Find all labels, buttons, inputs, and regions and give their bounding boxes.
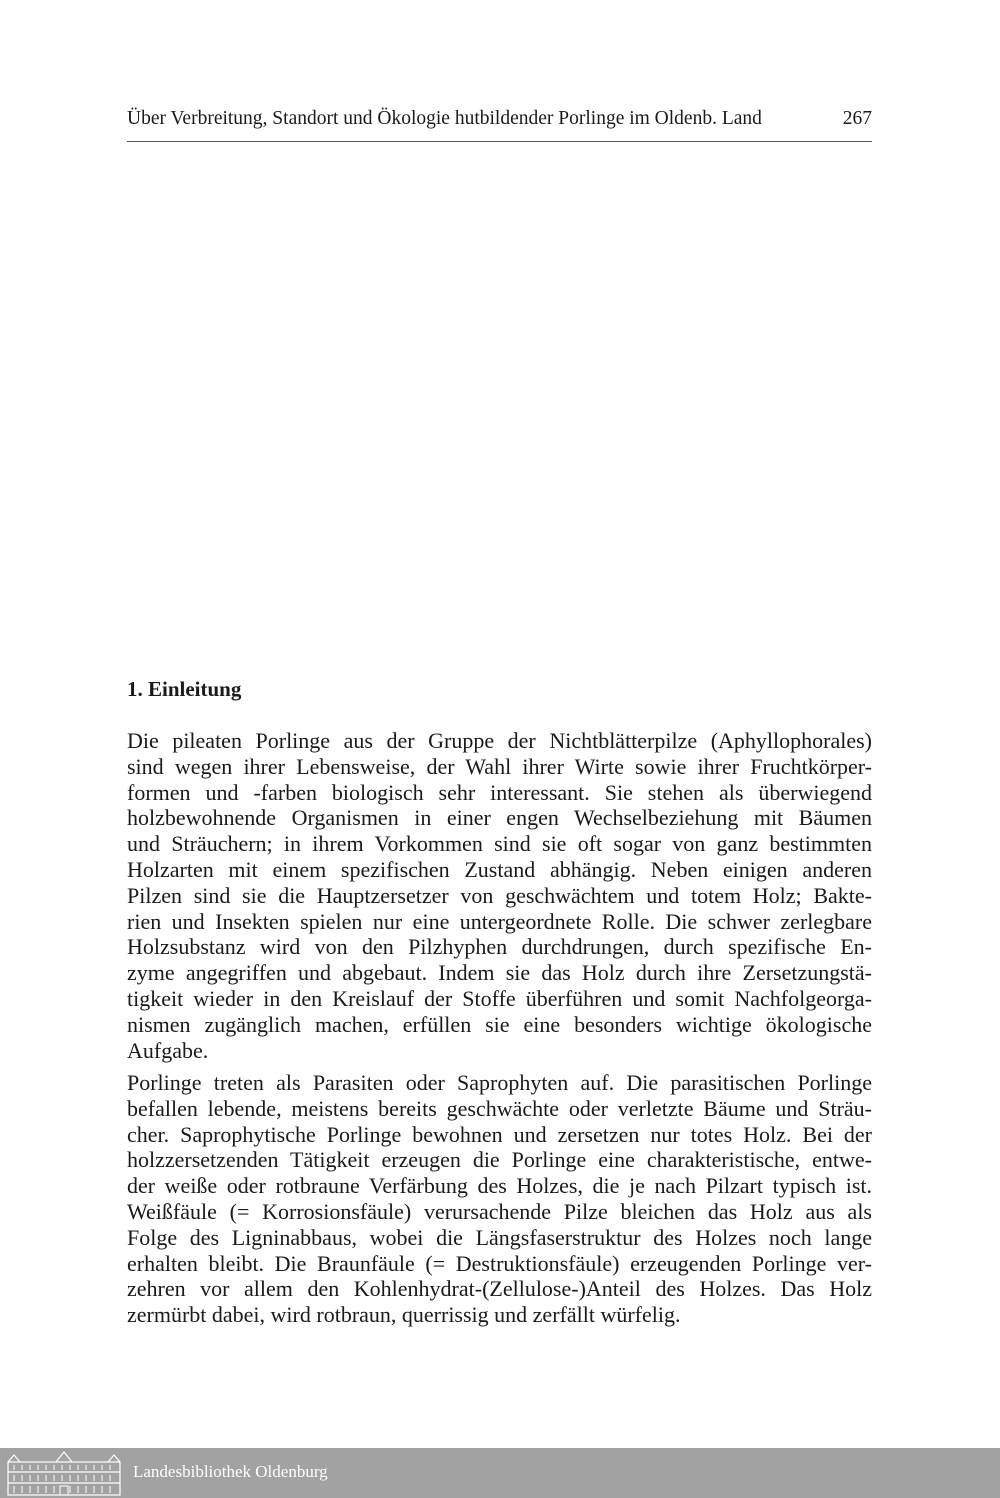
text-line: tigkeit wieder in den Kreislauf der Stoffe überführen und somit Nachfolgeorga- (127, 985, 872, 1011)
text-line: und Sträuchern; in ihrem Vorkommen sind sie oft sogar von ganz bestimmten (127, 831, 872, 857)
text-line: rien und Insekten spielen nur eine untergeordnete Rolle. Die schwer zerlegbare (127, 908, 872, 934)
header-rule (127, 141, 872, 142)
text-line: Porlinge treten als Parasiten oder Saprophyten auf. Die parasitischen Porlinge (127, 1070, 872, 1095)
text-line: cher. Saprophytische Porlinge bewohnen und zersetzen nur totes Holz. Bei der (127, 1121, 872, 1147)
library-building-icon (6, 1450, 122, 1496)
text-line: Holzsubstanz wird von den Pilzhyphen durchdrungen, durch spezifische En- (127, 934, 872, 960)
text-line: Holzarten mit einem spezifischen Zustand abhängig. Neben einigen anderen (127, 856, 872, 882)
running-title: Über Verbreitung, Standort und Ökologie hutbildender Porlinge im Oldenb. Land (127, 108, 762, 129)
text-line: Weißfäule (= Korrosionsfäule) verursachende Pilze bleichen das Holz aus als (127, 1198, 872, 1224)
text-line: Pilzen sind sie die Hauptzersetzer von geschwächtem und totem Holz; Bakte- (127, 882, 872, 908)
paragraph-1 (127, 728, 872, 1063)
running-header (127, 108, 872, 130)
text-line: nismen zugänglich machen, erfüllen sie eine besonders wichtige ökologische (127, 1011, 872, 1037)
text-line: sind wegen ihrer Lebensweise, der Wahl ihrer Wirte sowie ihrer Fruchtkörper- (127, 753, 872, 779)
library-name: Landesbibliothek Oldenburg (133, 1462, 328, 1481)
footer-bar (0, 1448, 1000, 1498)
text-line: holzbewohnende Organismen in einer engen Wechselbeziehung mit Bäumen (127, 805, 872, 831)
paragraph-2 (127, 1070, 872, 1328)
text-line: zermürbt dabei, wird rotbraun, querrissig und zerfällt würfelig. (127, 1302, 681, 1328)
text-line: zehren vor allem den Kohlenhydrat-(Zellulose-)Anteil des Holzes. Das Holz (127, 1276, 872, 1302)
text-line: formen und -farben biologisch sehr interessant. Sie stehen als überwiegend (127, 779, 872, 805)
text-line: der weiße oder rotbraune Verfärbung des Holzes, die je nach Pilzart typisch ist. (127, 1173, 872, 1199)
text-line: zyme angegriffen und abgebaut. Indem sie das Holz durch ihre Zersetzungstä- (127, 960, 872, 986)
text-line: Aufgabe. (127, 1037, 209, 1063)
text-line: Die pileaten Porlinge aus der Gruppe der Nichtblätterpilze (Aphyllophorales) (127, 728, 872, 753)
text-line: Folge des Ligninabbaus, wobei die Längsfaserstruktur des Holzes noch lange (127, 1224, 872, 1250)
text-line: befallen lebende, meistens bereits geschwächte oder verletzte Bäume und Sträu- (127, 1095, 872, 1121)
page-number: 267 (842, 108, 872, 129)
text-line: holzzersetzenden Tätigkeit erzeugen die Porlinge eine charakteristische, entwe- (127, 1147, 872, 1173)
text-line: erhalten bleibt. Die Braunfäule (= Destruktionsfäule) erzeugenden Porlinge ver- (127, 1250, 872, 1276)
section-heading: 1. Einleitung (127, 677, 242, 701)
